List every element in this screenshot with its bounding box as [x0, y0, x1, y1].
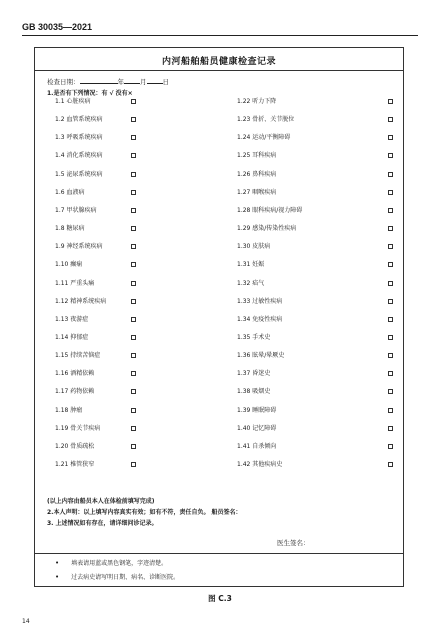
condition-checkbox[interactable] — [388, 408, 393, 413]
condition-item — [237, 151, 276, 161]
condition-item — [55, 369, 94, 379]
condition-checkbox[interactable] — [388, 389, 393, 394]
exam-date-year-field[interactable] — [80, 77, 118, 84]
condition-label: 1.26 鼻科疾病 — [237, 170, 277, 178]
exam-date-month-field[interactable] — [124, 77, 140, 84]
condition-label: 1.30 皮肤病 — [237, 243, 271, 251]
condition-checkbox[interactable] — [388, 190, 393, 195]
instruction-item — [55, 558, 167, 567]
condition-label: 1.6 血液病 — [55, 188, 85, 196]
condition-item — [55, 224, 84, 234]
health-record-form — [34, 47, 404, 587]
condition-checkbox[interactable] — [131, 408, 136, 413]
condition-item — [237, 315, 282, 325]
condition-item — [237, 170, 276, 180]
condition-checkbox[interactable] — [388, 444, 393, 449]
condition-label: 1.33 过敏性疾病 — [237, 297, 283, 305]
condition-item — [55, 351, 100, 361]
condition-label: 1.9 神经系统疾病 — [55, 243, 103, 251]
condition-label: 1.20 骨质疏松 — [55, 442, 95, 450]
condition-label: 1.27 咽喉疾病 — [237, 188, 277, 196]
condition-item — [55, 170, 102, 180]
condition-checkbox[interactable] — [131, 117, 136, 122]
condition-item — [237, 406, 276, 416]
condition-item — [55, 133, 102, 143]
condition-item — [55, 442, 94, 452]
condition-item — [237, 97, 276, 107]
condition-checkbox[interactable] — [388, 353, 393, 358]
condition-checkbox[interactable] — [131, 190, 136, 195]
condition-item — [55, 406, 82, 416]
condition-checkbox[interactable] — [388, 117, 393, 122]
condition-label: 1.4 消化系统疾病 — [55, 152, 103, 160]
exam-date-label: 检查日期： — [47, 78, 80, 86]
condition-checkbox[interactable] — [388, 335, 393, 340]
instruction-text: 填表请用蓝或黑色钢笔，字迹清楚。 — [71, 560, 168, 567]
condition-item — [55, 206, 96, 216]
condition-label: 1.25 耳科疾病 — [237, 152, 277, 160]
exam-date-year-unit: 年 — [117, 78, 124, 86]
condition-item — [55, 333, 88, 343]
condition-label: 1.14 抑郁症 — [55, 333, 89, 341]
condition-checkbox[interactable] — [131, 299, 136, 304]
condition-checkbox[interactable] — [131, 353, 136, 358]
condition-checkbox[interactable] — [388, 317, 393, 322]
figure-caption: 图 C.3 — [208, 594, 232, 603]
condition-label: 1.2 血管系统疾病 — [55, 116, 103, 124]
standard-code: GB 30035—2021 — [22, 22, 93, 32]
condition-item — [237, 188, 276, 198]
condition-checkbox[interactable] — [131, 371, 136, 376]
condition-label: 1.23 骨折、关节脱位 — [237, 116, 295, 124]
condition-label: 1.34 免疫性疾病 — [237, 315, 283, 323]
condition-question: 1.是否有下列情况：有 √ 没有× — [47, 90, 133, 97]
condition-item — [55, 460, 94, 470]
condition-checkbox[interactable] — [131, 426, 136, 431]
condition-label: 1.1 心脏疾病 — [55, 98, 91, 105]
condition-label: 1.12 精神系统疾病 — [55, 297, 107, 305]
condition-checkbox[interactable] — [388, 462, 393, 467]
condition-checkbox[interactable] — [388, 262, 393, 267]
condition-item — [237, 387, 270, 397]
condition-label: 1.3 呼吸系统疾病 — [55, 134, 103, 142]
condition-label: 1.13 夜游症 — [55, 315, 89, 323]
condition-item — [55, 387, 94, 397]
condition-checkbox[interactable] — [131, 172, 136, 177]
condition-item — [55, 424, 100, 434]
followup-instruction: 3. 上述情况如有存在，请详细问诊记录。 — [47, 520, 158, 527]
condition-checkbox[interactable] — [131, 153, 136, 158]
condition-item — [237, 279, 264, 289]
condition-checkbox[interactable] — [388, 244, 393, 249]
condition-item — [237, 260, 264, 270]
condition-label: 1.41 自杀倾向 — [237, 442, 277, 450]
footer-divider — [35, 553, 403, 554]
condition-label: 1.40 记忆障碍 — [237, 424, 277, 432]
condition-label: 1.21 椎管狭窄 — [55, 461, 95, 468]
condition-checkbox[interactable] — [131, 262, 136, 267]
condition-item — [237, 424, 276, 434]
condition-item — [55, 242, 102, 252]
form-title: 内河船舶船员健康检查记录 — [161, 57, 276, 67]
condition-checkbox[interactable] — [388, 208, 393, 213]
bullet-icon: • — [55, 559, 60, 567]
condition-checkbox[interactable] — [388, 153, 393, 158]
instruction-item — [55, 572, 179, 581]
condition-checkbox[interactable] — [388, 281, 393, 286]
condition-item — [237, 115, 294, 125]
condition-item — [55, 151, 102, 161]
condition-item — [55, 260, 82, 270]
condition-item — [237, 224, 296, 234]
condition-item — [237, 442, 276, 452]
declaration-statement: 2.本人声明：以上填写内容真实有效；如有不符，责任自负。 船员签名： — [47, 509, 242, 516]
condition-label: 1.31 妊娠 — [237, 261, 265, 269]
condition-label: 1.28 眼科疾病/视力障碍 — [237, 206, 303, 214]
condition-checkbox[interactable] — [131, 281, 136, 286]
condition-label: 1.35 手术史 — [237, 333, 271, 341]
title-divider — [35, 70, 403, 71]
condition-label: 1.10 癫痫 — [55, 261, 83, 269]
condition-label: 1.29 感染/传染性疾病 — [237, 225, 297, 233]
condition-item — [237, 333, 270, 343]
doctor-signature-label: 医生签名： — [277, 539, 310, 547]
condition-checkbox[interactable] — [131, 462, 136, 467]
condition-label: 1.38 吸烟史 — [237, 388, 271, 396]
page-number: 14 — [22, 618, 30, 625]
condition-label: 1.24 运动/平衡障碍 — [237, 134, 291, 142]
condition-checkbox[interactable] — [131, 444, 136, 449]
condition-label: 1.18 肿瘤 — [55, 406, 83, 414]
self-fill-note: (以上内容由船员本人在体检前填写完成) — [47, 498, 155, 505]
condition-checkbox[interactable] — [388, 99, 393, 104]
condition-checkbox[interactable] — [131, 226, 136, 231]
condition-item — [237, 206, 302, 216]
condition-label: 1.8 糖尿病 — [55, 225, 85, 233]
condition-label: 1.16 酒精依赖 — [55, 370, 95, 378]
condition-item — [55, 297, 106, 307]
condition-label: 1.42 其他疾病史 — [237, 461, 283, 468]
condition-label: 1.19 骨关节疾病 — [55, 424, 101, 432]
exam-date-month-unit: 月 — [140, 78, 147, 86]
condition-checkbox[interactable] — [388, 226, 393, 231]
condition-label: 1.15 持续苦恼症 — [55, 352, 101, 360]
exam-date-day-field[interactable] — [147, 77, 163, 84]
condition-item — [55, 188, 84, 198]
condition-checkbox[interactable] — [131, 244, 136, 249]
condition-checkbox[interactable] — [131, 99, 136, 104]
condition-label: 1.5 泌尿系统疾病 — [55, 170, 103, 178]
condition-checkbox[interactable] — [131, 335, 136, 340]
condition-label: 1.22 听力下降 — [237, 98, 277, 105]
condition-item — [237, 351, 284, 361]
condition-item — [55, 315, 88, 325]
condition-label: 1.32 疝气 — [237, 279, 265, 287]
instruction-text: 过去病史请写明日期、病名、诊断医院。 — [71, 574, 180, 581]
condition-checkbox[interactable] — [131, 135, 136, 140]
condition-checkbox[interactable] — [388, 299, 393, 304]
condition-checkbox[interactable] — [131, 208, 136, 213]
condition-checkbox[interactable] — [388, 135, 393, 140]
condition-item — [55, 97, 90, 107]
exam-date-day-unit: 日 — [162, 78, 169, 86]
condition-checkbox[interactable] — [388, 371, 393, 376]
header-divider — [22, 35, 418, 36]
exam-date-line — [47, 77, 169, 86]
condition-item — [55, 279, 94, 289]
condition-checkbox[interactable] — [131, 317, 136, 322]
condition-item — [237, 242, 270, 252]
bullet-icon: • — [55, 573, 60, 581]
condition-label: 1.36 眩晕/晕厥史 — [237, 352, 285, 360]
condition-label: 1.7 甲状腺疾病 — [55, 206, 97, 214]
condition-checkbox[interactable] — [388, 172, 393, 177]
condition-item — [55, 115, 102, 125]
condition-label: 1.11 严重头痛 — [55, 279, 95, 287]
condition-item — [237, 369, 270, 379]
condition-item — [237, 297, 282, 307]
condition-item — [237, 460, 282, 470]
condition-label: 1.39 睡眠障碍 — [237, 406, 277, 414]
condition-checkbox[interactable] — [388, 426, 393, 431]
condition-label: 1.37 昏迷史 — [237, 370, 271, 378]
condition-label: 1.17 药物依赖 — [55, 388, 95, 396]
condition-item — [237, 133, 290, 143]
condition-checkbox[interactable] — [131, 389, 136, 394]
